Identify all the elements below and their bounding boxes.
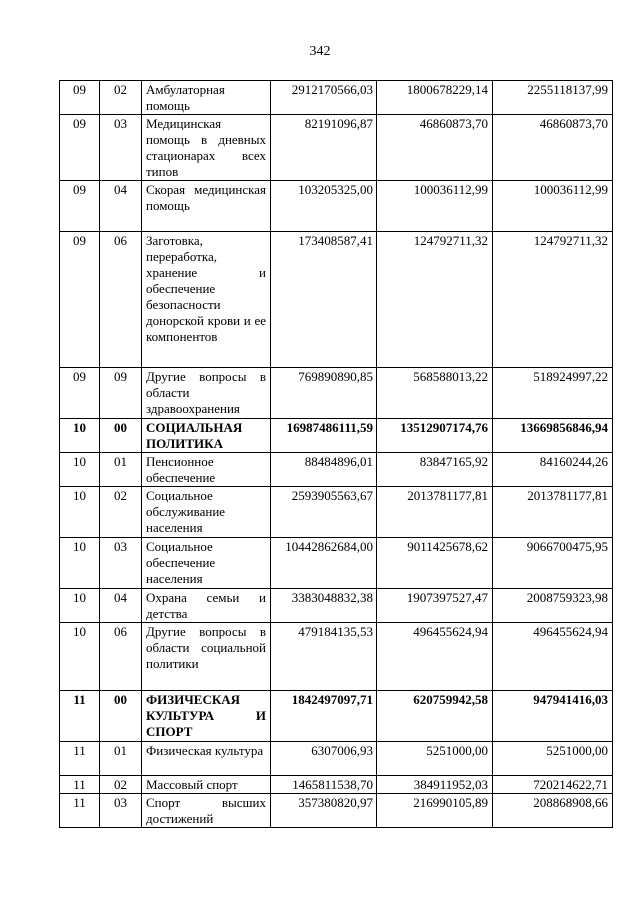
table-row [60, 453, 613, 487]
subsection-code: 06 [100, 623, 142, 691]
amount-2: 496455624,94 [377, 623, 493, 691]
subsection-code: 01 [100, 453, 142, 487]
amount-1: 88484896,01 [271, 453, 377, 487]
item-name: Амбулаторная помощь [142, 81, 271, 115]
section-code: 11 [60, 794, 100, 828]
table-row [60, 368, 613, 419]
amount-3: 947941416,03 [493, 691, 613, 742]
table-row [60, 538, 613, 589]
item-name: Другие вопросы в области социальной политики [142, 623, 271, 691]
amount-1: 10442862684,00 [271, 538, 377, 589]
item-name: Спорт высших достижений [142, 794, 271, 828]
amount-1: 2912170566,03 [271, 81, 377, 115]
amount-1: 6307006,93 [271, 742, 377, 776]
amount-3: 2008759323,98 [493, 589, 613, 623]
subsection-code: 04 [100, 181, 142, 232]
amount-2: 568588013,22 [377, 368, 493, 419]
amount-3: 720214622,71 [493, 776, 613, 794]
subsection-code: 03 [100, 538, 142, 589]
subsection-code: 02 [100, 776, 142, 794]
amount-2: 2013781177,81 [377, 487, 493, 538]
table-row [60, 794, 613, 828]
table-row [60, 487, 613, 538]
item-name: Скорая медицинская помощь [142, 181, 271, 232]
amount-3: 46860873,70 [493, 115, 613, 181]
amount-2: 9011425678,62 [377, 538, 493, 589]
amount-3: 100036112,99 [493, 181, 613, 232]
section-code: 10 [60, 623, 100, 691]
item-name: Социальное обеспечение населения [142, 538, 271, 589]
amount-3: 2013781177,81 [493, 487, 613, 538]
table-row [60, 115, 613, 181]
amount-1: 769890890,85 [271, 368, 377, 419]
item-name: Пенсионное обеспечение [142, 453, 271, 487]
amount-1: 16987486111,59 [271, 419, 377, 453]
amount-1: 82191096,87 [271, 115, 377, 181]
subsection-code: 06 [100, 232, 142, 368]
table-row [60, 589, 613, 623]
item-name: Массовый спорт [142, 776, 271, 794]
item-name: ФИЗИЧЕСКАЯ КУЛЬТУРА И СПОРТ [142, 691, 271, 742]
amount-1: 103205325,00 [271, 181, 377, 232]
table-row [60, 232, 613, 368]
table-row [60, 81, 613, 115]
amount-2: 1800678229,14 [377, 81, 493, 115]
amount-2: 620759942,58 [377, 691, 493, 742]
section-code: 10 [60, 419, 100, 453]
table-row [60, 742, 613, 776]
budget-table [59, 80, 613, 828]
section-code: 10 [60, 538, 100, 589]
subsection-code: 01 [100, 742, 142, 776]
subsection-code: 02 [100, 81, 142, 115]
item-name: Другие вопросы в области здравоохранения [142, 368, 271, 419]
amount-2: 384911952,03 [377, 776, 493, 794]
section-code: 09 [60, 368, 100, 419]
section-code: 10 [60, 453, 100, 487]
section-code: 10 [60, 589, 100, 623]
amount-2: 124792711,32 [377, 232, 493, 368]
table-row [60, 776, 613, 794]
item-name: Медицинская помощь в дневных стационарах всех типов [142, 115, 271, 181]
amount-3: 9066700475,95 [493, 538, 613, 589]
amount-1: 2593905563,67 [271, 487, 377, 538]
page-number: 342 [309, 44, 331, 59]
amount-2: 46860873,70 [377, 115, 493, 181]
subsection-code: 03 [100, 794, 142, 828]
section-code: 11 [60, 742, 100, 776]
amount-1: 1465811538,70 [271, 776, 377, 794]
subsection-code: 02 [100, 487, 142, 538]
amount-3: 5251000,00 [493, 742, 613, 776]
amount-1: 173408587,41 [271, 232, 377, 368]
amount-1: 3383048832,38 [271, 589, 377, 623]
section-code: 09 [60, 81, 100, 115]
table-row [60, 419, 613, 453]
amount-2: 83847165,92 [377, 453, 493, 487]
amount-1: 1842497097,71 [271, 691, 377, 742]
subsection-code: 09 [100, 368, 142, 419]
subsection-code: 00 [100, 419, 142, 453]
table-row [60, 691, 613, 742]
item-name: Заготовка, переработка, хранение и обеспечение безопасности донорской крови и ее компонентов [142, 232, 271, 368]
amount-1: 479184135,53 [271, 623, 377, 691]
section-code: 11 [60, 691, 100, 742]
table-row [60, 181, 613, 232]
amount-2: 5251000,00 [377, 742, 493, 776]
subsection-code: 03 [100, 115, 142, 181]
table-row [60, 623, 613, 691]
item-name: Охрана семьи и детства [142, 589, 271, 623]
amount-3: 2255118137,99 [493, 81, 613, 115]
amount-2: 1907397527,47 [377, 589, 493, 623]
section-code: 09 [60, 232, 100, 368]
amount-2: 216990105,89 [377, 794, 493, 828]
amount-3: 496455624,94 [493, 623, 613, 691]
item-name: СОЦИАЛЬНАЯ ПОЛИТИКА [142, 419, 271, 453]
amount-3: 84160244,26 [493, 453, 613, 487]
amount-2: 13512907174,76 [377, 419, 493, 453]
section-code: 09 [60, 115, 100, 181]
subsection-code: 04 [100, 589, 142, 623]
amount-1: 357380820,97 [271, 794, 377, 828]
amount-3: 518924997,22 [493, 368, 613, 419]
item-name: Физическая культура [142, 742, 271, 776]
section-code: 10 [60, 487, 100, 538]
section-code: 09 [60, 181, 100, 232]
section-code: 11 [60, 776, 100, 794]
amount-3: 124792711,32 [493, 232, 613, 368]
subsection-code: 00 [100, 691, 142, 742]
amount-3: 208868908,66 [493, 794, 613, 828]
item-name: Социальное обслуживание населения [142, 487, 271, 538]
amount-2: 100036112,99 [377, 181, 493, 232]
amount-3: 13669856846,94 [493, 419, 613, 453]
